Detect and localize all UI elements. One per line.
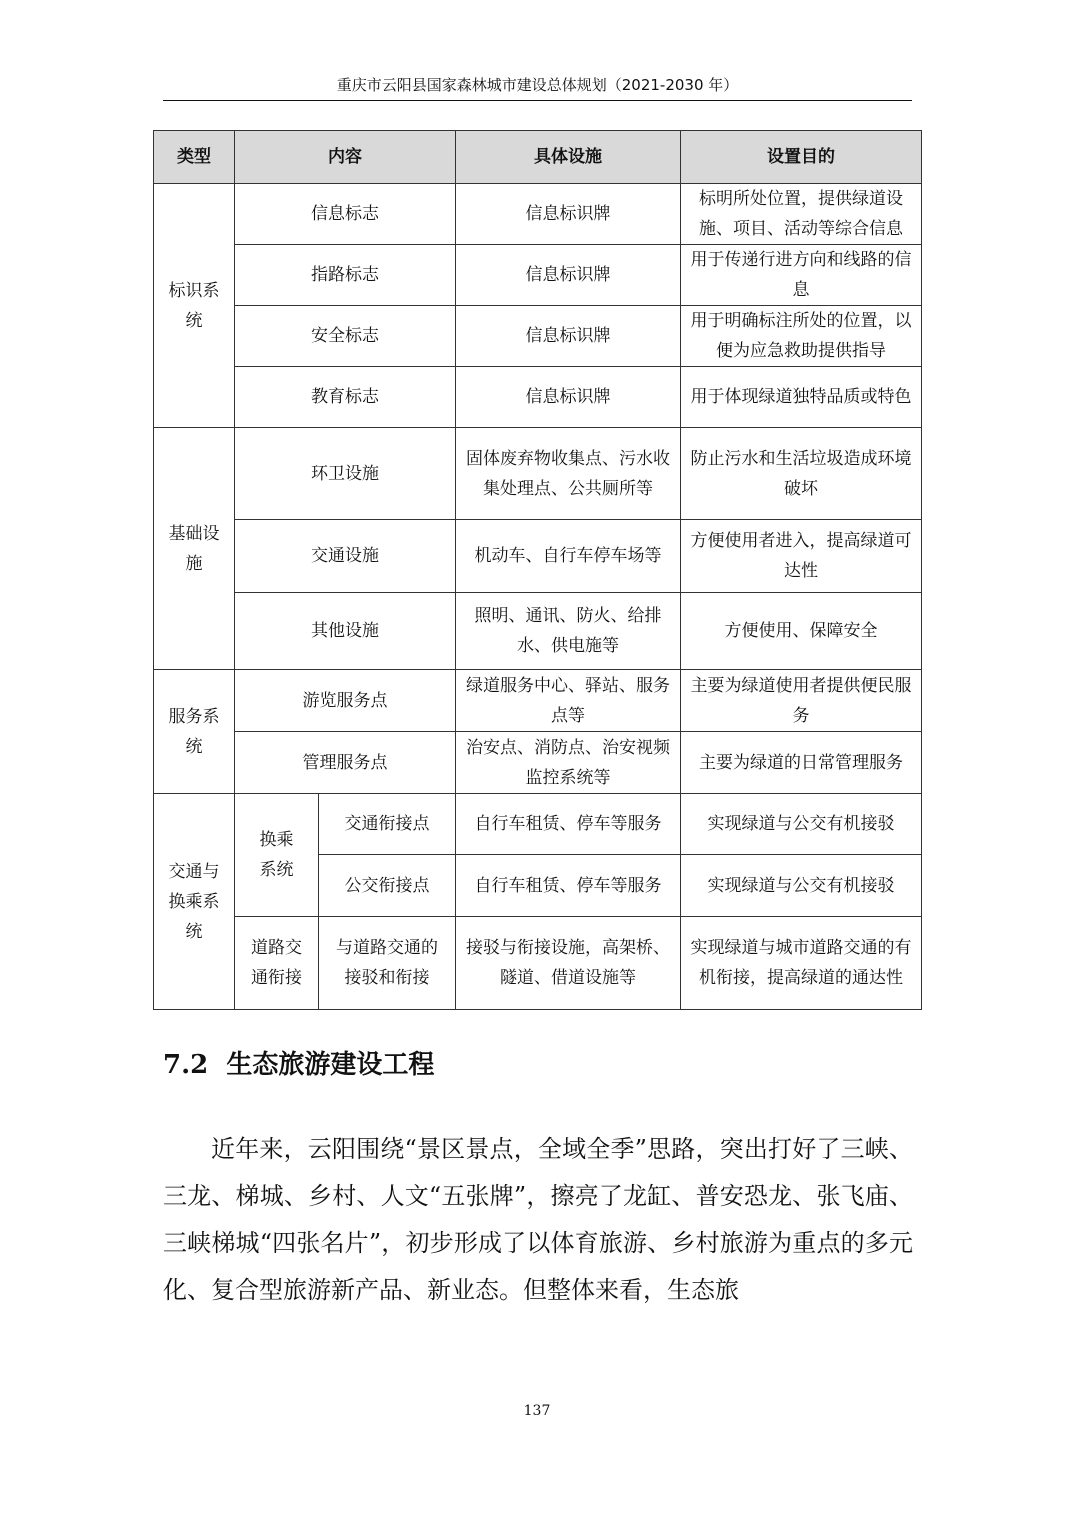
content-cell: 教育标志: [235, 367, 456, 428]
purpose-cell: 用于体现绿道独特品质或特色: [681, 367, 922, 428]
page-number: 137: [523, 1403, 551, 1419]
content-cell: 公交衔接点: [319, 855, 456, 917]
header-content: 内容: [235, 131, 456, 184]
content-cell: 交通设施: [235, 520, 456, 593]
facility-cell: 自行车租赁、停车等服务: [456, 794, 681, 855]
table-row: [154, 670, 922, 732]
type-cell: 服务系统: [154, 670, 235, 794]
table-row: [154, 520, 922, 593]
section-title: 7.2 生态旅游建设工程: [163, 1050, 435, 1080]
table-row: [154, 367, 922, 428]
table-row: [154, 794, 922, 855]
purpose-cell: 用于传递行进方向和线路的信息: [681, 245, 922, 306]
table-row: [154, 593, 922, 670]
content-cell: 与道路交通的接驳和衔接: [319, 917, 456, 1010]
content-cell: 游览服务点: [235, 670, 456, 732]
content-cell: 管理服务点: [235, 732, 456, 794]
facility-cell: 接驳与衔接设施，高架桥、隧道、借道设施等: [456, 917, 681, 1010]
purpose-cell: 方便使用、保障安全: [681, 593, 922, 670]
purpose-cell: 方便使用者进入，提高绿道可达性: [681, 520, 922, 593]
purpose-cell: 防止污水和生活垃圾造成环境破坏: [681, 428, 922, 520]
subtype-cell: 换乘系统: [235, 794, 319, 917]
table-row: [154, 245, 922, 306]
facility-cell: 信息标识牌: [456, 306, 681, 367]
header-purpose: 设置目的: [681, 131, 922, 184]
subtype-cell: 道路交通衔接: [235, 917, 319, 1010]
facility-cell: 绿道服务中心、驿站、服务点等: [456, 670, 681, 732]
header-facility: 具体设施: [456, 131, 681, 184]
facility-cell: 信息标识牌: [456, 367, 681, 428]
purpose-cell: 主要为绿道的日常管理服务: [681, 732, 922, 794]
content-cell: 指路标志: [235, 245, 456, 306]
table-row: [154, 732, 922, 794]
facility-cell: 照明、通讯、防火、给排水、供电施等: [456, 593, 681, 670]
facility-cell: 机动车、自行车停车场等: [456, 520, 681, 593]
content-cell: 环卫设施: [235, 428, 456, 520]
facilities-table: [153, 130, 922, 1010]
purpose-cell: 用于明确标注所处的位置，以便为应急救助提供指导: [681, 306, 922, 367]
purpose-cell: 实现绿道与公交有机接驳: [681, 794, 922, 855]
type-cell: 交通与换乘系统: [154, 794, 235, 1010]
purpose-cell: 主要为绿道使用者提供便民服务: [681, 670, 922, 732]
type-cell: 基础设施: [154, 428, 235, 670]
header-type: 类型: [154, 131, 235, 184]
table-row: [154, 917, 922, 1010]
content-cell: 其他设施: [235, 593, 456, 670]
content-cell: 安全标志: [235, 306, 456, 367]
facility-cell: 信息标识牌: [456, 184, 681, 245]
facility-cell: 治安点、消防点、治安视频监控系统等: [456, 732, 681, 794]
type-cell: 标识系统: [154, 184, 235, 428]
purpose-cell: 实现绿道与公交有机接驳: [681, 855, 922, 917]
content-cell: 信息标志: [235, 184, 456, 245]
table-row: [154, 184, 922, 245]
page-header: 重庆市云阳县国家森林城市建设总体规划（2021-2030 年）: [163, 70, 912, 101]
content-cell: 交通衔接点: [319, 794, 456, 855]
facility-cell: 固体废弃物收集点、污水收集处理点、公共厕所等: [456, 428, 681, 520]
purpose-cell: 标明所处位置，提供绿道设施、项目、活动等综合信息: [681, 184, 922, 245]
body-paragraph: 近年来，云阳围绕“景区景点，全域全季”思路，突出打好了三峡、三龙、梯城、乡村、人文“五张牌”，擦亮了龙缸、普安恐龙、张飞庙、三峡梯城“四张名片”，初步形成了以体育旅游、乡村旅游为重点的多元化、复合型旅游新产品、新业态。但整体来看，生态旅: [163, 1135, 913, 1304]
table-header-row: [154, 131, 922, 184]
table-row: [154, 306, 922, 367]
facility-cell: 自行车租赁、停车等服务: [456, 855, 681, 917]
purpose-cell: 实现绿道与城市道路交通的有机衔接，提高绿道的通达性: [681, 917, 922, 1010]
facility-cell: 信息标识牌: [456, 245, 681, 306]
table-row: [154, 428, 922, 520]
